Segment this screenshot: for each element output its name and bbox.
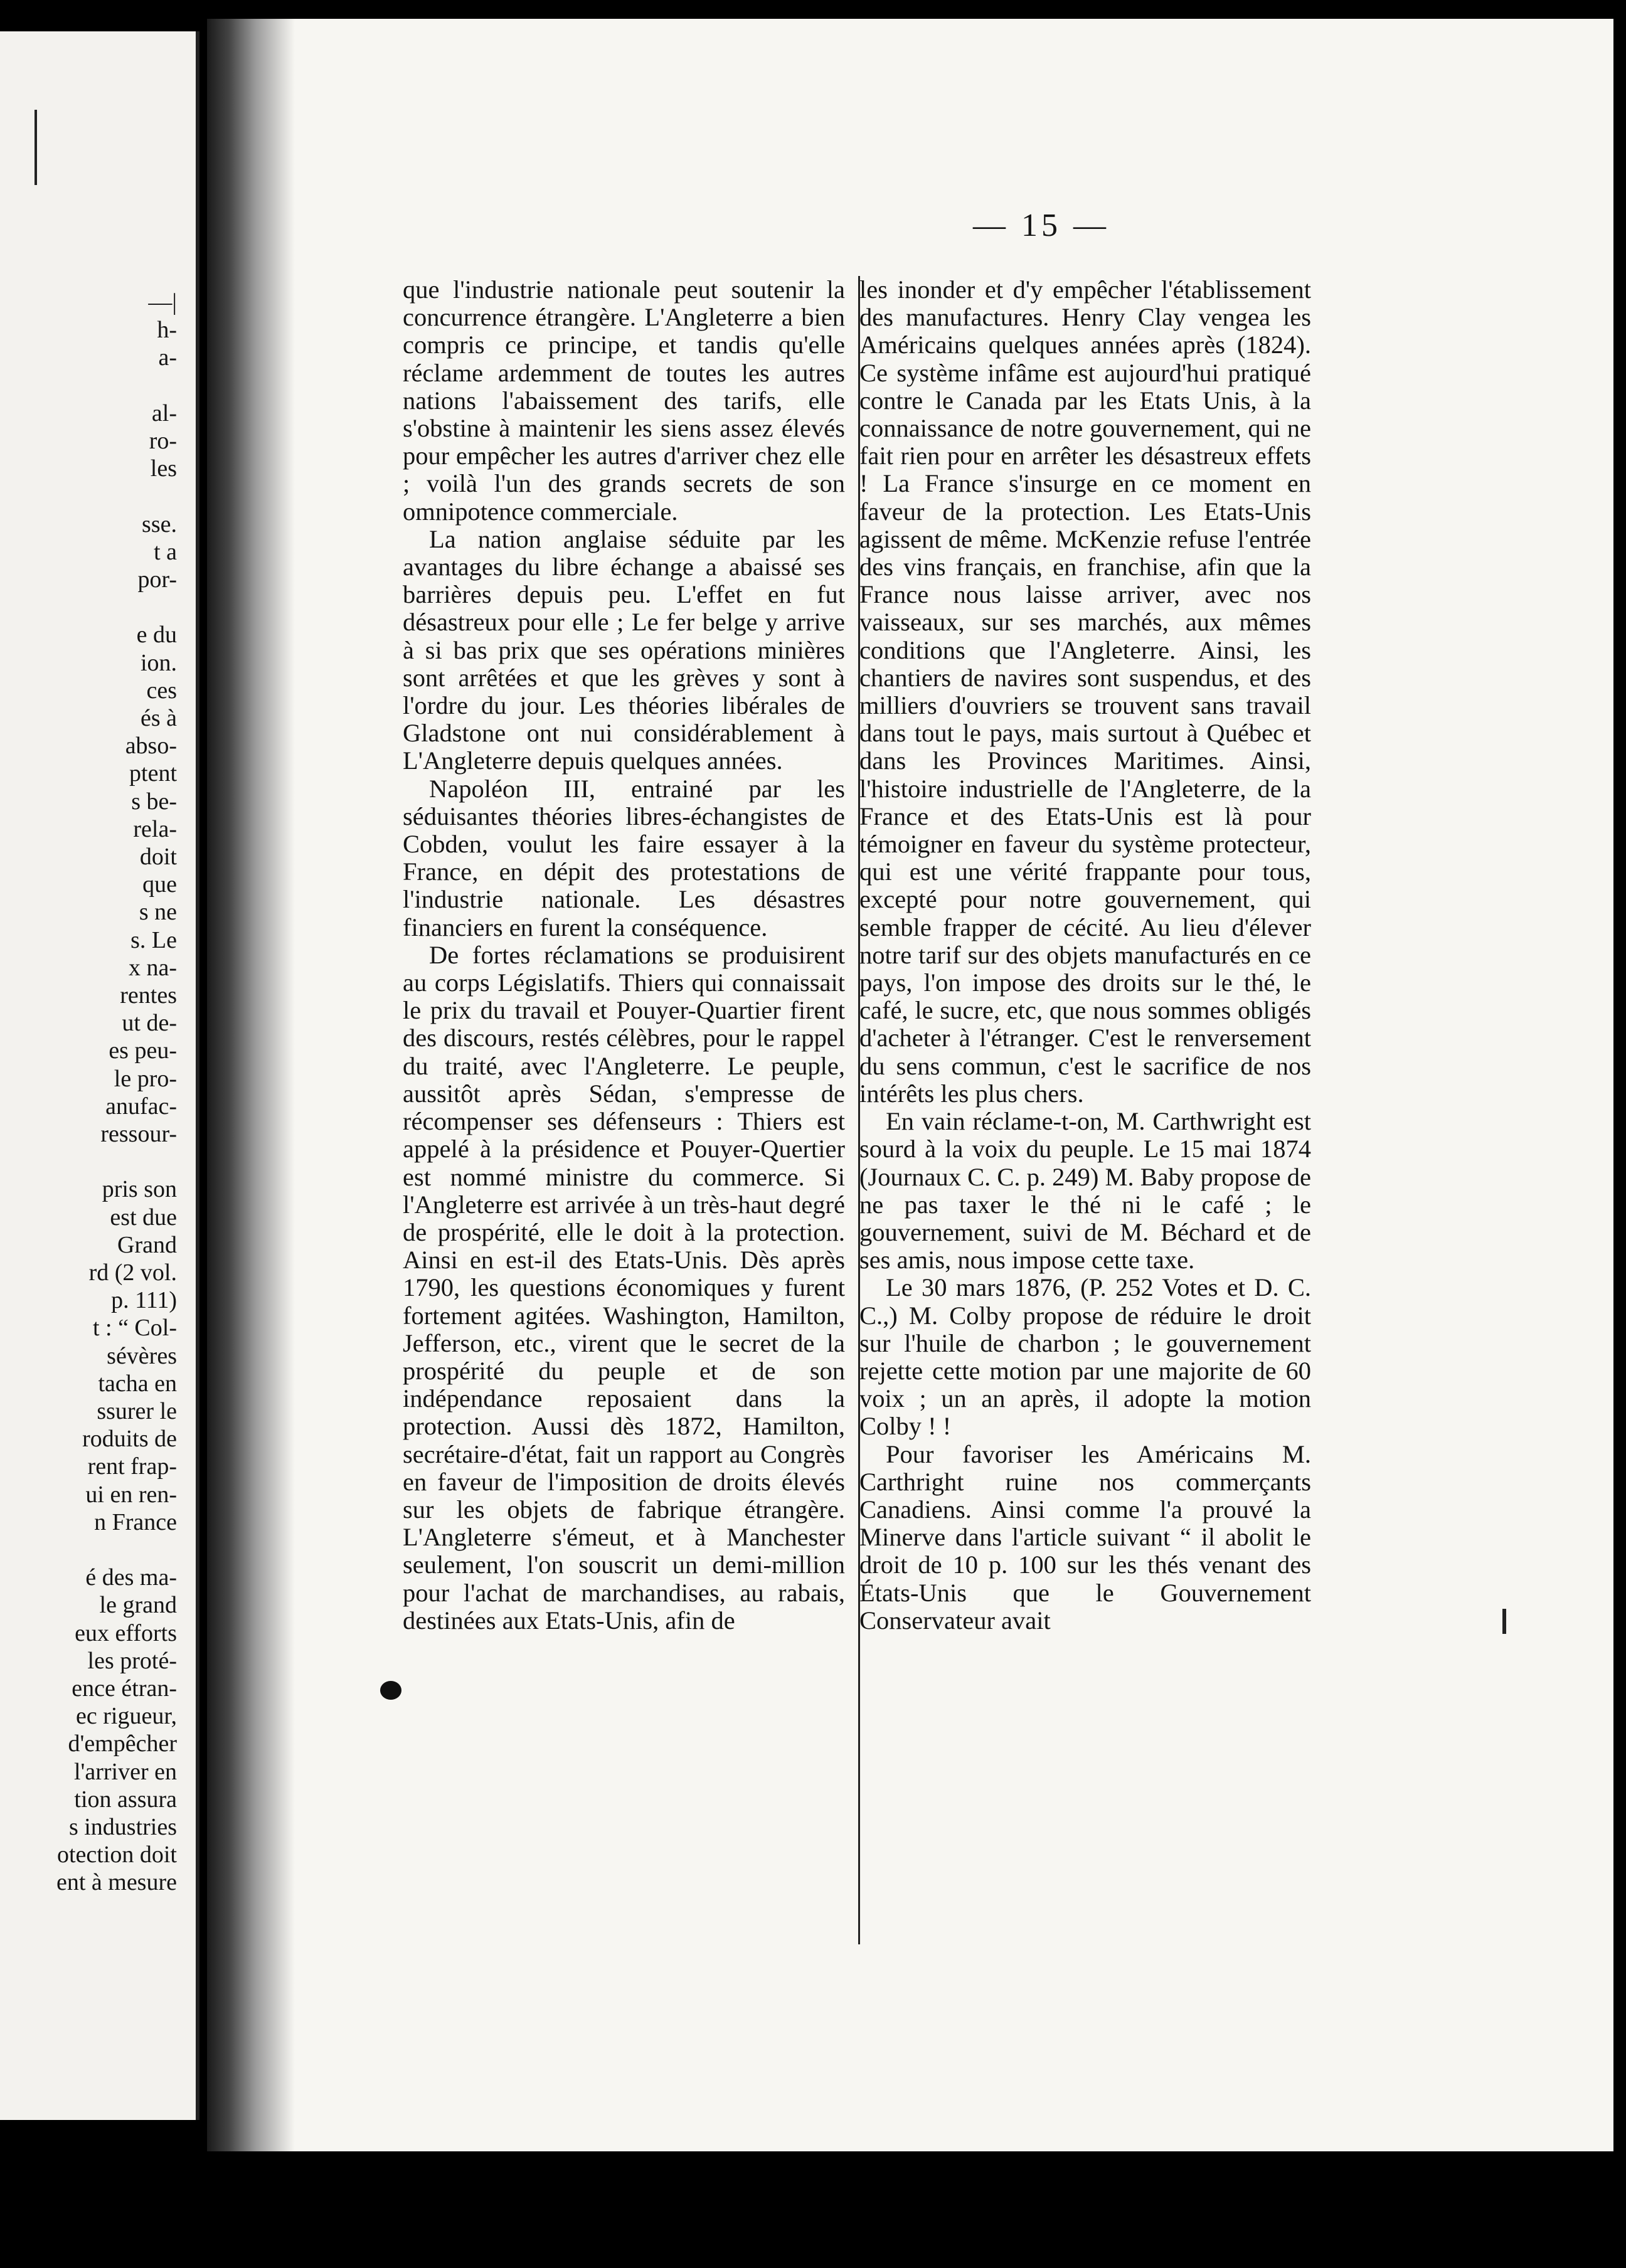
left-text-fragment: ro-	[149, 428, 177, 454]
left-text-fragment: ces	[146, 677, 177, 704]
left-text-fragment: rent frap-	[87, 1453, 177, 1480]
paragraph: De fortes réclamations se produisirent au corps Législatifs. Thiers qui connaissait le prix du travail et Pouyer-Quartier firent des discours, restés célèbres, pour le rappel du traité, avec l'Angleterre. Le peuple, aussitôt après Sédan, s'empresse de récompenser ses défenseurs : Thiers est appelé à la présidence et Pouyer-Quertier est nommé ministre du commerce. Si l'Angleterre est arrivée à un très-haut degré de prospérité, elle le doit à la protection. Ainsi en est-il des Etats-Unis. Dès après 1790, les questions économiques y furent fortement agitées. Washington, Hamilton, Jefferson, etc., virent que le secret de la prospérité du peuple et de son indépendance reposaient dans la protection. Aussi dès 1872, Hamilton, secrétaire-d'état, fait un rapport au Congrès en faveur de l'imposition de droits élevés sur les objets de fabrique étrangère. L'Angleterre s'émeut, et à Manchester seulement, l'on souscrit un demi-million pour l'achat de marchandises, au rabais, destinées aux Etats-Unis, afin de	[403, 940, 845, 1635]
paragraph: les inonder et d'y empêcher l'établissement des manufactures. Henry Clay vengea les Américains quelques années après (1824). Ce système infâme est aujourd'hui pratiqué contre le Canada par les Etats Unis, à la connaissance de notre gouvernement, qui ne fait rien pour en arrêter les désastreux effets ! La France s'insurge en ce moment en faveur de la protection. Les Etats-Unis agissent de même. McKenzie refuse l'entrée des vins français, en franchise, afin que la France nous laisse arriver, avec nos vaisseaux, sur ses marchés, aux mêmes conditions que l'Angleterre. Ainsi, les chantiers de navires sont suspendus, et des milliers d'ouvriers se trouvent sans travail dans tout le pays, mais surtout à Québec et dans les Provinces Maritimes. Ainsi, l'histoire industrielle de l'Angleterre, de la France et des Etats-Unis est là pour témoigner en faveur du système protecteur, qui est une vérité frappante pour tous, excepté pour notre gouvernement, qui semble frapper de cécité. Au lieu d'élever notre tarif sur des objets manufacturés en ce pays, l'on impose des droits sur le thé, le café, le sucre, etc, que nous sommes obligés d'acheter à l'étranger. C'est le renversement du sens commun, c'est le sacrifice de nos intérêts les plus chers.	[859, 275, 1311, 1108]
left-text-fragment: h-	[157, 317, 177, 344]
page-number: — 15 —	[973, 208, 1110, 243]
left-text-fragment: p. 111)	[111, 1287, 177, 1314]
left-text-fragment: t a	[154, 538, 177, 565]
left-text-fragment: abso-	[125, 733, 177, 760]
left-text-fragment: ressour-	[100, 1121, 177, 1147]
left-text-fragment: tion assura	[74, 1786, 177, 1813]
binding-shadow	[207, 19, 295, 2151]
margin-mark	[35, 110, 37, 185]
left-text-fragment: s industries	[68, 1814, 177, 1840]
ink-blot	[380, 1681, 401, 1700]
left-text-fragment: a-	[158, 344, 177, 371]
left-facing-page	[0, 31, 199, 2120]
left-text-fragment: al-	[151, 400, 177, 427]
left-text-fragment: eux efforts	[75, 1619, 177, 1646]
left-text-fragment: por-	[137, 566, 177, 593]
paragraph: La nation anglaise séduite par les avantages du libre échange a abaissé ses barrières depuis peu. L'effet en fut désastreux pour elle ; Le fer belge y arrive à si bas prix que ses opérations minières sont arrêtées et que les grèves y sont à l'ordre du jour. Les théories libérales de Gladstone ont nui considérablement à L'Angleterre depuis quelques années.	[403, 524, 845, 775]
paragraph: Napoléon III, entrainé par les séduisantes théories libres-échangistes de Cobden, voulut les faire essayer à la France, en dépit des protestations de l'industrie nationale. Les désastres financiers en furent la conséquence.	[403, 774, 845, 941]
left-text-fragment: rela-	[133, 815, 177, 842]
left-text-fragment: ssurer le	[97, 1398, 177, 1424]
left-text-fragment: est due	[110, 1204, 177, 1231]
left-text-fragment: roduits de	[82, 1426, 177, 1453]
left-text-fragment: les	[150, 455, 177, 482]
paragraph: En vain réclame-t-on, M. Carthwright est sourd à la voix du peuple. Le 15 mai 1874 (Journaux C. C. p. 249) M. Baby propose de ne pas taxer le thé ni le café ; le gouvernement, suivi de M. Béchard et de ses amis, nous impose cette taxe.	[859, 1107, 1311, 1274]
margin-mark-right	[1502, 1609, 1506, 1634]
main-page	[207, 19, 1613, 2151]
left-text-fragment: t : “ Col-	[92, 1315, 177, 1342]
left-text-fragment: les proté-	[87, 1647, 177, 1674]
left-text-fragment: é des ma-	[85, 1564, 177, 1591]
left-text-fragment: le grand	[99, 1592, 177, 1619]
paragraph: que l'industrie nationale peut soutenir la concurrence étrangère. L'Angleterre a bien compris ce principe, et tandis qu'elle réclame ardemment de toutes les autres nations l'abaissement des tarifs, elle s'obstine à maintenir les siens assez élevés pour empêcher les autres d'arriver chez elle ; voilà l'un des grands secrets de son omnipotence commerciale.	[403, 275, 845, 526]
left-text-fragment: ui en ren-	[85, 1481, 177, 1508]
left-text-fragment: ptent	[129, 760, 177, 787]
left-text-fragment: s. Le	[130, 926, 177, 953]
left-text-fragment: ent à mesure	[56, 1869, 177, 1896]
left-text-fragment: —|	[148, 289, 177, 315]
left-text-fragment: és à	[140, 705, 177, 731]
left-text-fragment: que	[142, 871, 177, 898]
paragraph: Le 30 mars 1876, (P. 252 Votes et D. C. C.,) M. Colby propose de réduire le droit sur l'huile de charbon ; le gouvernement rejette cette motion par une majorite de 60 voix ; un an après, il adopte la motion Colby ! !	[859, 1273, 1311, 1441]
left-text-fragment: l'arriver en	[73, 1758, 177, 1785]
left-text-fragment: rentes	[120, 982, 177, 1009]
left-text-fragment: ence étran-	[72, 1675, 177, 1702]
paragraph: Pour favoriser les Américains M. Carthright ruine nos commerçants Canadiens. Ainsi comme l'a prouvé la Minerve dans l'article suivant “ il abolit le droit de 10 p. 100 sur les thés venant des États-Unis que le Gouvernement Conservateur avait	[859, 1439, 1311, 1635]
left-text-fragment: d'empêcher	[68, 1730, 177, 1757]
left-text-fragment: Grand	[117, 1231, 177, 1258]
left-text-fragment: sse.	[142, 511, 177, 538]
text-column-right	[859, 276, 1311, 1635]
left-text-fragment: tacha en	[98, 1370, 177, 1397]
left-text-fragment: ec rigueur,	[76, 1703, 177, 1730]
left-text-fragment: es peu-	[109, 1037, 177, 1064]
left-text-fragment: s ne	[139, 899, 177, 926]
left-text-fragment: s be-	[131, 788, 177, 815]
left-text-fragment: x na-	[128, 954, 177, 981]
text-column-left	[403, 276, 845, 1635]
left-text-fragment: ut de-	[122, 1010, 177, 1037]
left-text-fragment: pris son	[102, 1176, 177, 1203]
left-text-fragment: e du	[136, 622, 177, 649]
left-text-fragment: rd (2 vol.	[88, 1259, 177, 1286]
left-text-fragment: ion.	[140, 649, 177, 676]
left-text-fragment: doit	[139, 844, 177, 870]
left-text-fragment: anufac-	[105, 1093, 177, 1120]
left-text-fragment: sévères	[107, 1342, 177, 1369]
left-text-fragment: n France	[94, 1508, 177, 1535]
left-text-fragment: le pro-	[114, 1065, 177, 1092]
left-text-fragment: otection doit	[56, 1841, 177, 1868]
